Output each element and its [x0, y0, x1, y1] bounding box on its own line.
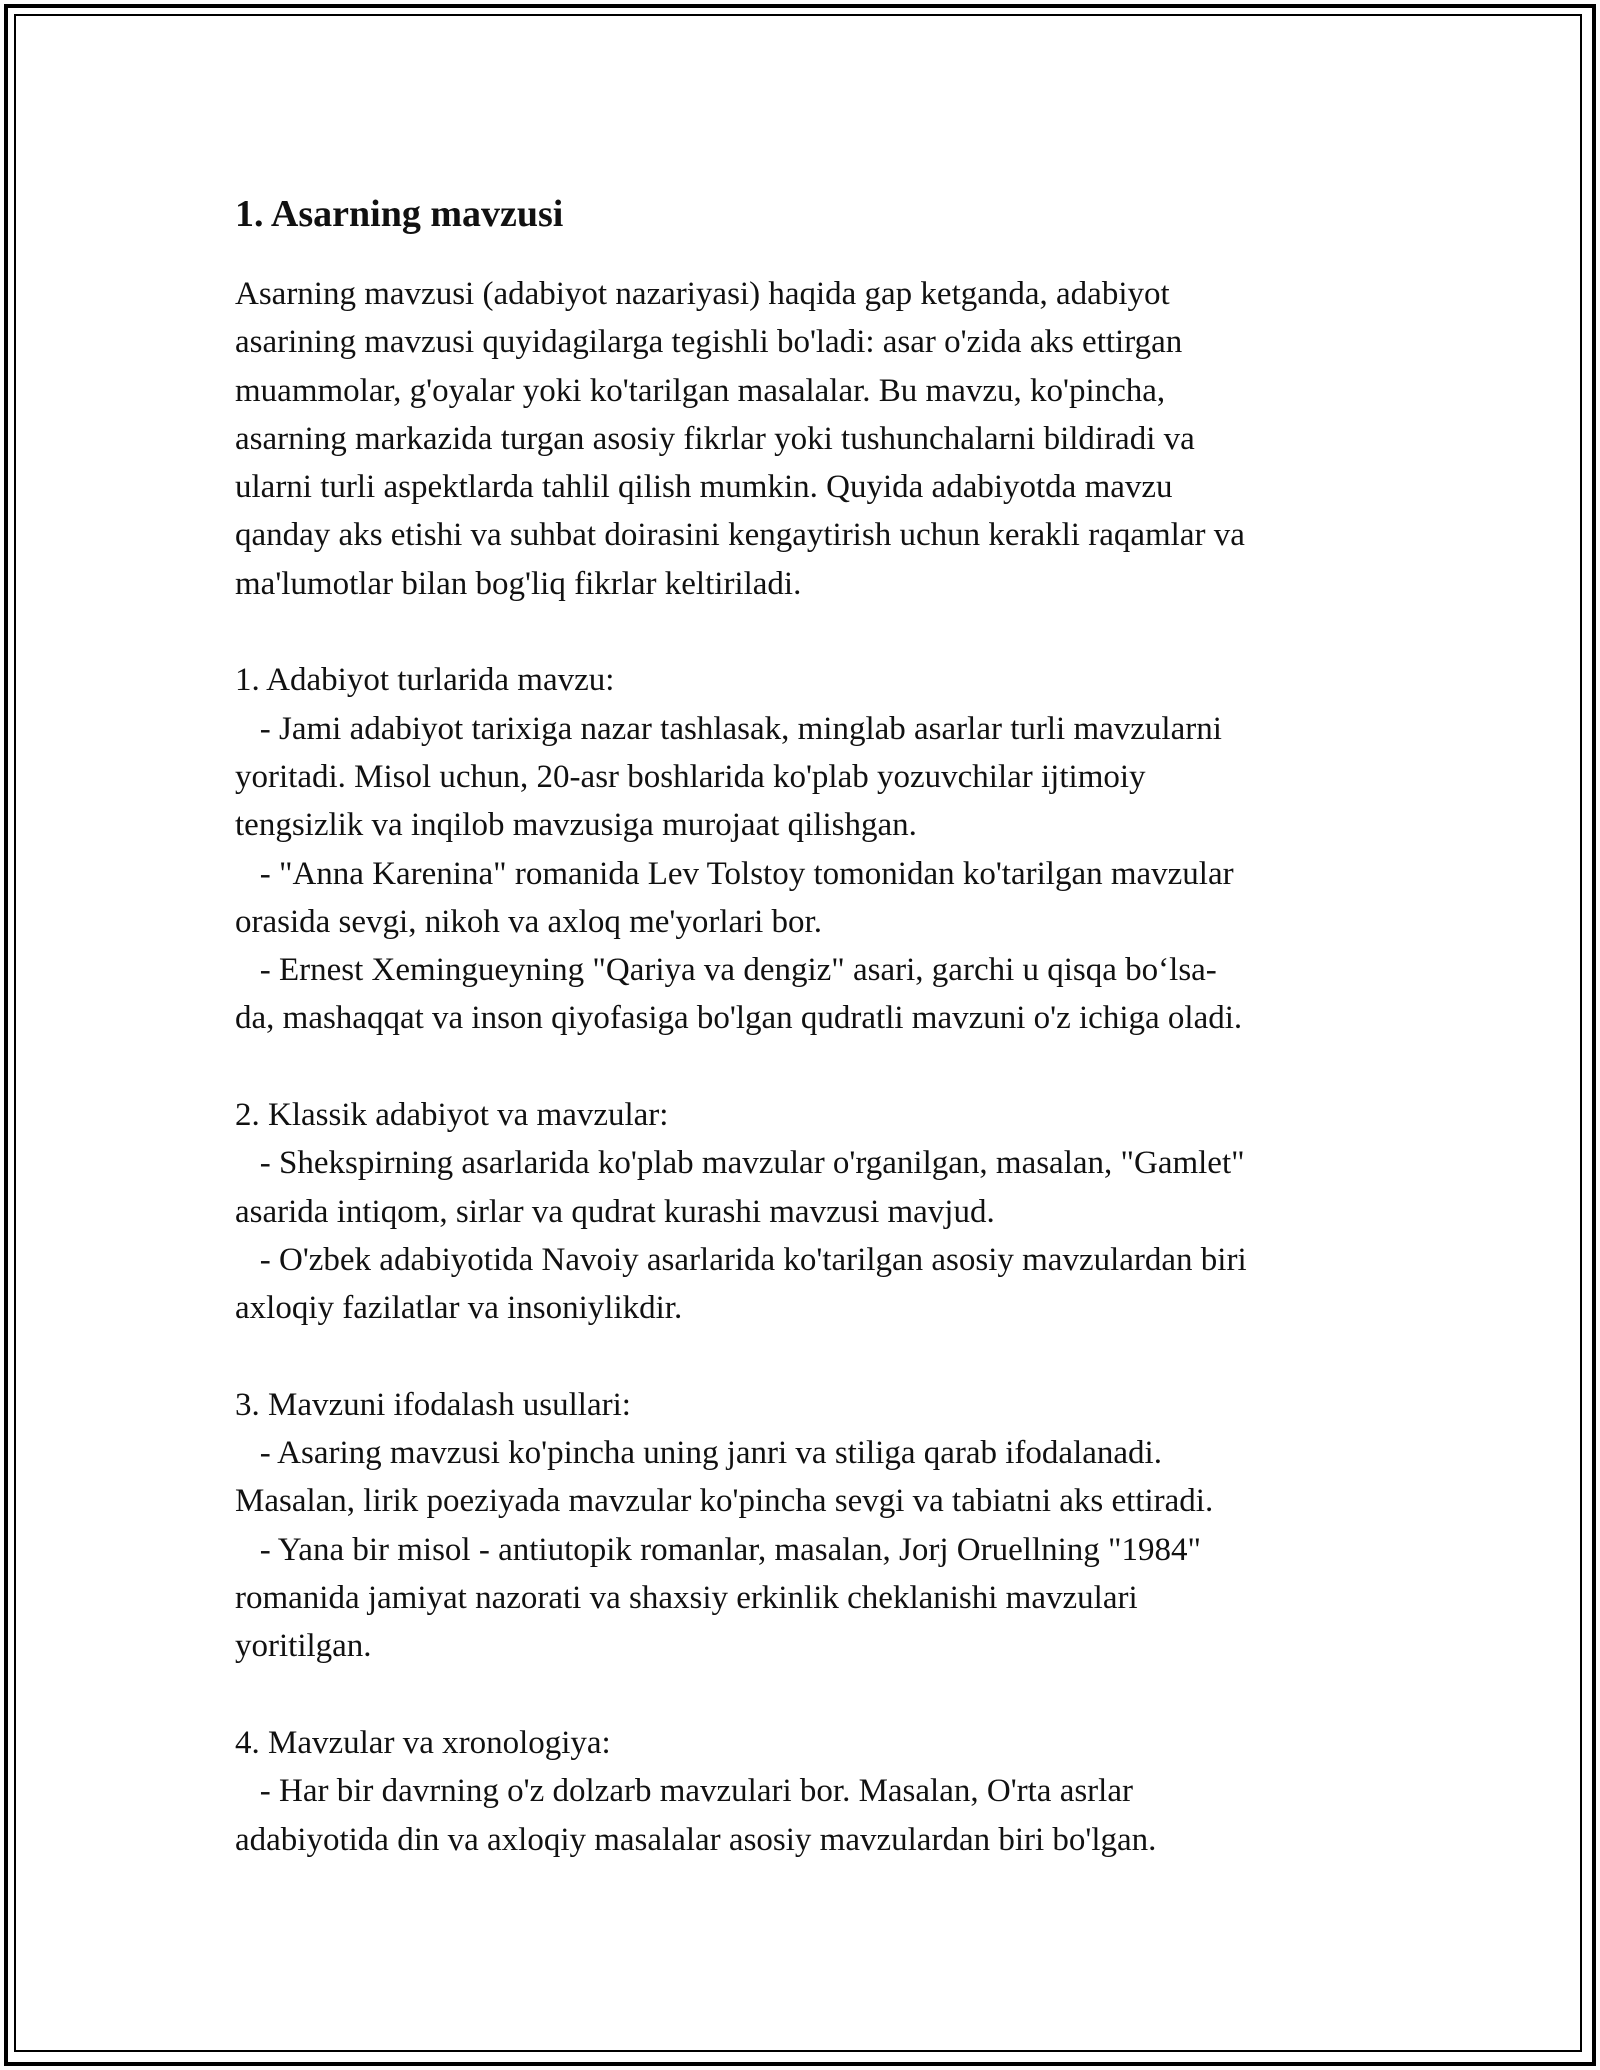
- text-line: asarning markazida turgan asosiy fikrlar yoki tushunchalarni bildiradi va: [235, 420, 1195, 457]
- text-line: axloqiy fazilatlar va insoniylikdir.: [235, 1290, 683, 1327]
- text-line: orasida sevgi, nikoh va axloq me'yorlari bor.: [235, 903, 822, 940]
- text-line: - Jami adabiyot tarixiga nazar tashlasak, minglab asarlar turli mavzularni: [235, 710, 1222, 747]
- text-line: da, mashaqqat va inson qiyofasiga bo'lgan qudratli mavzuni o'z ichiga oladi.: [235, 1000, 1243, 1037]
- document-heading: 1. Asarning mavzusi: [235, 193, 564, 235]
- text-line: adabiyotida din va axloqiy masalalar asosiy mavzulardan biri bo'lgan.: [235, 1821, 1157, 1858]
- text-line: Masalan, lirik poeziyada mavzular ko'pincha sevgi va tabiatni aks ettiradi.: [235, 1483, 1214, 1520]
- document-body: [235, 190, 1365, 1864]
- text-line: - O'zbek adabiyotida Navoiy asarlarida ko'tarilgan asosiy mavzulardan biri: [235, 1241, 1247, 1278]
- text-line: - Har bir davrning o'z dolzarb mavzulari bor. Masalan, O'rta asrlar: [235, 1773, 1133, 1810]
- text-line: romanida jamiyat nazorati va shaxsiy erkinlik cheklanishi mavzulari: [235, 1580, 1138, 1617]
- text-line: qanday aks etishi va suhbat doirasini kengaytirish uchun kerakli raqamlar va: [235, 517, 1245, 554]
- blank-line: [235, 1671, 1365, 1719]
- text-line: asarida intiqom, sirlar va qudrat kurashi mavzusi mavjud.: [235, 1193, 995, 1230]
- text-line: - Asaring mavzusi ko'pincha uning janri va stiliga qarab ifodalanadi.: [235, 1435, 1162, 1472]
- section-heading: 2. Klassik adabiyot va mavzular:: [235, 1097, 669, 1134]
- text-line: - Yana bir misol - antiutopik romanlar, masalan, Jorj Oruellning "1984": [235, 1531, 1201, 1568]
- section-heading: 3. Mavzuni ifodalash usullari:: [235, 1386, 631, 1423]
- text-line: muammolar, g'oyalar yoki ko'tarilgan masalalar. Bu mavzu, ko'pincha,: [235, 372, 1166, 409]
- text-line: ularni turli aspektlarda tahlil qilish mumkin. Quyida adabiyotda mavzu: [235, 469, 1173, 506]
- text-line: Asarning mavzusi (adabiyot nazariyasi) haqida gap ketganda, adabiyot: [235, 276, 1170, 312]
- blank-line: [235, 1333, 1365, 1381]
- text-line: - "Anna Karenina" romanida Lev Tolstoy tomonidan ko'tarilgan mavzular: [235, 855, 1234, 892]
- section-heading: 1. Adabiyot turlarida mavzu:: [235, 662, 615, 699]
- text-line: yoritilgan.: [235, 1628, 372, 1665]
- text-line: asarining mavzusi quyidagilarga tegishli bo'ladi: asar o'zida aks ettirgan: [235, 324, 1183, 361]
- text-line: yoritadi. Misol uchun, 20-asr boshlarida ko'plab yozuvchilar ijtimoiy: [235, 758, 1146, 795]
- text-line: ma'lumotlar bilan bog'liq fikrlar keltiriladi.: [235, 565, 802, 602]
- text-line: - Ernest Xemingueyning "Qariya va dengiz" asari, garchi u qisqa bo‘lsa-: [235, 952, 1217, 989]
- text-line: - Shekspirning asarlarida ko'plab mavzular o'rganilgan, masalan, "Gamlet": [235, 1145, 1245, 1182]
- blank-line: [235, 1043, 1365, 1091]
- blank-line: [235, 608, 1365, 656]
- section-heading: 4. Mavzular va xronologiya:: [235, 1724, 611, 1761]
- text-line: tengsizlik va inqilob mavzusiga murojaat qilishgan.: [235, 807, 917, 844]
